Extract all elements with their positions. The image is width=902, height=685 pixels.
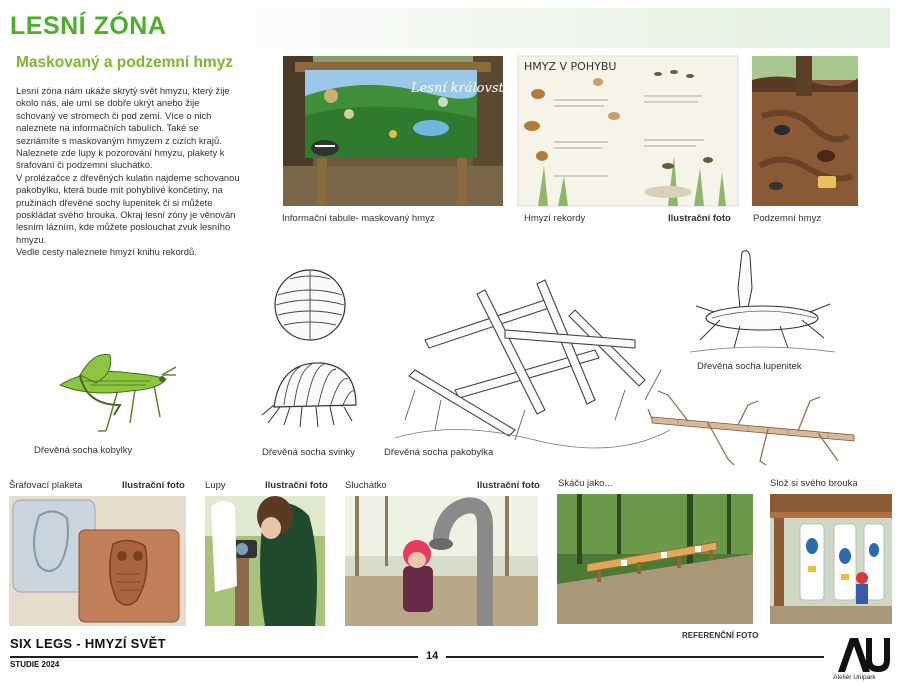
sign-text: Lesní království [411, 81, 516, 96]
footer-subtitle: STUDIE 2024 [10, 660, 60, 669]
photo-rubbing-plaque [9, 496, 186, 626]
caption-info-sign: Informační tabule- maskovaný hmyz [282, 213, 435, 224]
atelier-unipark-logo [836, 636, 892, 674]
photo-build-beetle [770, 494, 892, 624]
photo-magnifiers [205, 496, 325, 626]
page-number: 14 [426, 650, 439, 662]
caption-plaque: Šrafovací plaketa [9, 480, 83, 491]
illus-label: Ilustrační foto [122, 480, 185, 491]
caption-magnifiers: Lupy [205, 480, 226, 491]
stick-insect-frame-illustration [395, 270, 670, 448]
reference-label: REFERENČNÍ FOTO [682, 631, 759, 640]
footer-rule-right [446, 656, 824, 658]
logo-subtitle: Ateliér Unipark [833, 674, 876, 681]
photo-jump-like [557, 494, 753, 624]
illus-label: Ilustrační foto [265, 480, 328, 491]
footer-rule-left [10, 656, 418, 658]
caption-listening-tube: Sluchátko [345, 480, 387, 491]
photo-insect-records [518, 56, 738, 206]
woodlouse-rolled-illustration [270, 265, 350, 345]
caption-leaf-insect: Dřevěná socha lupenitek [697, 361, 802, 372]
illus-label: Ilustrační foto [668, 213, 731, 224]
illus-label: Ilustrační foto [477, 480, 540, 491]
photo-info-sign [283, 56, 516, 206]
caption-stick-insect: Dřevěná socha pakobylka [384, 447, 494, 458]
body-paragraph: V prolézačce z dřevěných kulatin najdeme schovanou pakobylku, která bude mít pohyblivé končetiny, na pružinách dřevěné sochy lupenitek či si můžete poskládat svého brouka. Okraj lesní zóny je věnován lesním lázním, kde můžete poslouchat zvuk lesního hmyzu. [16, 171, 240, 245]
leaf-insect-illustration [690, 248, 835, 356]
grasshopper-illustration [50, 345, 178, 433]
records-board-title: HMYZ V POHYBU [524, 60, 617, 73]
photo-underground [752, 56, 858, 206]
caption-jump-like: Skáču jako... [558, 478, 613, 489]
body-paragraph: Vedle cesty naleznete hmyzí knihu rekordů. [16, 246, 197, 258]
page-title: LESNÍ ZÓNA [10, 12, 167, 40]
footer-title: SIX LEGS - HMYZÍ SVĚT [10, 636, 166, 651]
long-stick-insect-illustration [648, 385, 860, 467]
caption-insect-records: Hmyzí rekordy [524, 213, 586, 224]
woodlouse-illustration [260, 355, 365, 433]
body-paragraph: Lesní zóna nám ukáže skrytý svět hmyzu, který žije okolo nás, ale umí se dobře ukrýt anebo žije schovaný ve stromech či pod zemí. Více o nich naleznete na informačních tabulích. Také se seznámíte s maskovaným hmyzem z cizích krajů. Naleznete zde lupy k pozorování hmyzu, plakety k šrafování či podzemní sluchátko. [16, 85, 230, 171]
section-body [16, 85, 241, 259]
section-subtitle: Maskovaný a podzemní hmyz [16, 54, 234, 71]
caption-underground: Podzemní hmyz [753, 213, 822, 224]
caption-woodlouse: Dřevěná socha svinky [262, 447, 355, 458]
photo-listening-tube [345, 496, 538, 626]
caption-build-beetle: Slož si svého brouka [770, 478, 858, 489]
caption-grasshopper: Dřevěná socha kobylky [34, 445, 133, 456]
